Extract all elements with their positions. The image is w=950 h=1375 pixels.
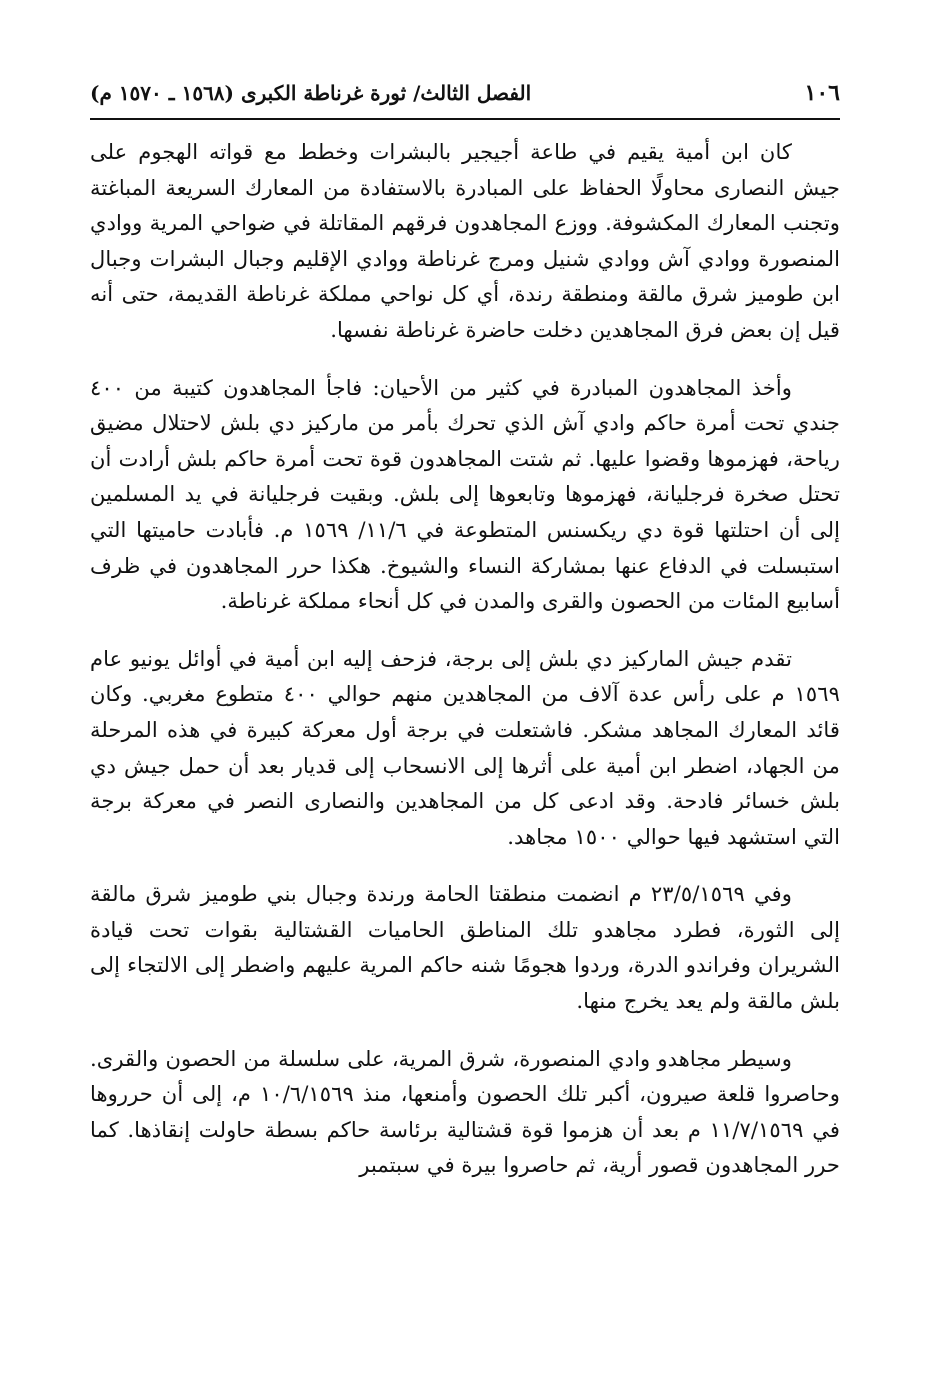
paragraph: وسيطر مجاهدو وادي المنصورة، شرق المرية، على سلسلة من الحصون والقرى. وحاصروا قلعة صيرون، أكبر تلك الحصون وأمنعها، منذ ١٠/٦/١٥٦٩ م، إلى أن حرروها في ١١/٧/١٥٦٩ م بعد أن هزموا قوة قشتالية برئاسة حاكم بسطة حاولت إنقاذها. كما حرر المجاهدون قصور أرية، ثم حاصروا بيرة في سبتمبر bbox=[90, 1045, 840, 1178]
paragraph: كان ابن أمية يقيم في طاعة أجيجير بالبشرات وخطط مع قواته الهجوم على جيش النصارى محاولًا الحفاظ على المبادرة بالاستفادة من المعارك السريعة المباغتة وتجنب المعارك المكشوفة. ووزع المجاهدون فرقهم المقاتلة في ضواحي المرية ووادي المنصورة ووادي آش ووادي شنيل ومرج غرناطة ووادي الإقليم وجبال البشرات وجبال ابن طوميز شرق مالقة ومنطقة رندة، أي كل نواحي مملكة غرناطة القديمة، حتى أنه قيل إن بعض فرق المجاهدين دخلت حاضرة غرناطة نفسها. bbox=[90, 139, 840, 342]
book-page bbox=[90, 80, 840, 1330]
header-rule bbox=[90, 118, 840, 120]
body-text bbox=[90, 134, 840, 1183]
paragraph: وأخذ المجاهدون المبادرة في كثير من الأحيان: فاجأ المجاهدون كتيبة من ٤٠٠ جندي تحت أمرة حاكم وادي آش الذي تحرك بأمر من ماركيز دي بلش لاحتلال مضيق رياحة، فهزموها وقضوا عليها. ثم شتت المجاهدون قوة تحت أمرة حاكم بلش أرادت أن تحتل صخرة فرجليانة، فهزموها وتابعوها إلى بلش. وبقيت فرجليانة في يد المسلمين إلى أن احتلتها قوة دي ريكسنس المتطوعة في ١١/٦/ ١٥٦٩ م. فأبادت حاميتها التي استبسلت في الدفاع عنها بمشاركة النساء والشيوخ. هكذا حرر المجاهدون في ظرف أسابيع المئات من الحصون والقرى والمدن في كل أنحاء مملكة غرناطة. bbox=[90, 374, 841, 614]
page-number: ١٠٦ bbox=[804, 80, 840, 106]
paragraph: تقدم جيش الماركيز دي بلش إلى برجة، فزحف إليه ابن أمية في أوائل يونيو عام ١٥٦٩ م على رأس عدة آلاف من المجاهدين منهم حوالي ٤٠٠ متطوع مغربي. وكان قائد المعارك المجاهد مشكر. فاشتعلت في برجة أول معركة كبيرة في هذه المرحلة من الجهاد، اضطر ابن أمية على أثرها إلى الانسحاب إلى قديار بعد أن حمل جيش دي بلش خسائر فادحة. وقد ادعى كل من المجاهدين والنصارى النصر في معركة برجة التي استشهد فيها حوالي ١٥٠٠ مجاهد. bbox=[90, 645, 840, 849]
chapter-title: الفصل الثالث/ ثورة غرناطة الكبرى (١٥٦٨ ـ ١٥٧٠ م) bbox=[90, 81, 532, 105]
running-header bbox=[90, 80, 840, 116]
paragraph: وفي ٢٣/٥/١٥٦٩ م انضمت منطقتا الحامة ورندة وجبال بني طوميز شرق مالقة إلى الثورة، فطرد مجاهدو تلك المناطق الحاميات القشتالية بقوات تحت قيادة الشريران وفراندو الدرة، وردوا هجومًا شنه حاكم المرية عليهم واضطر إلى الالتجاء إلى بلش مالقة ولم يعد يخرج منها. bbox=[90, 881, 840, 1014]
